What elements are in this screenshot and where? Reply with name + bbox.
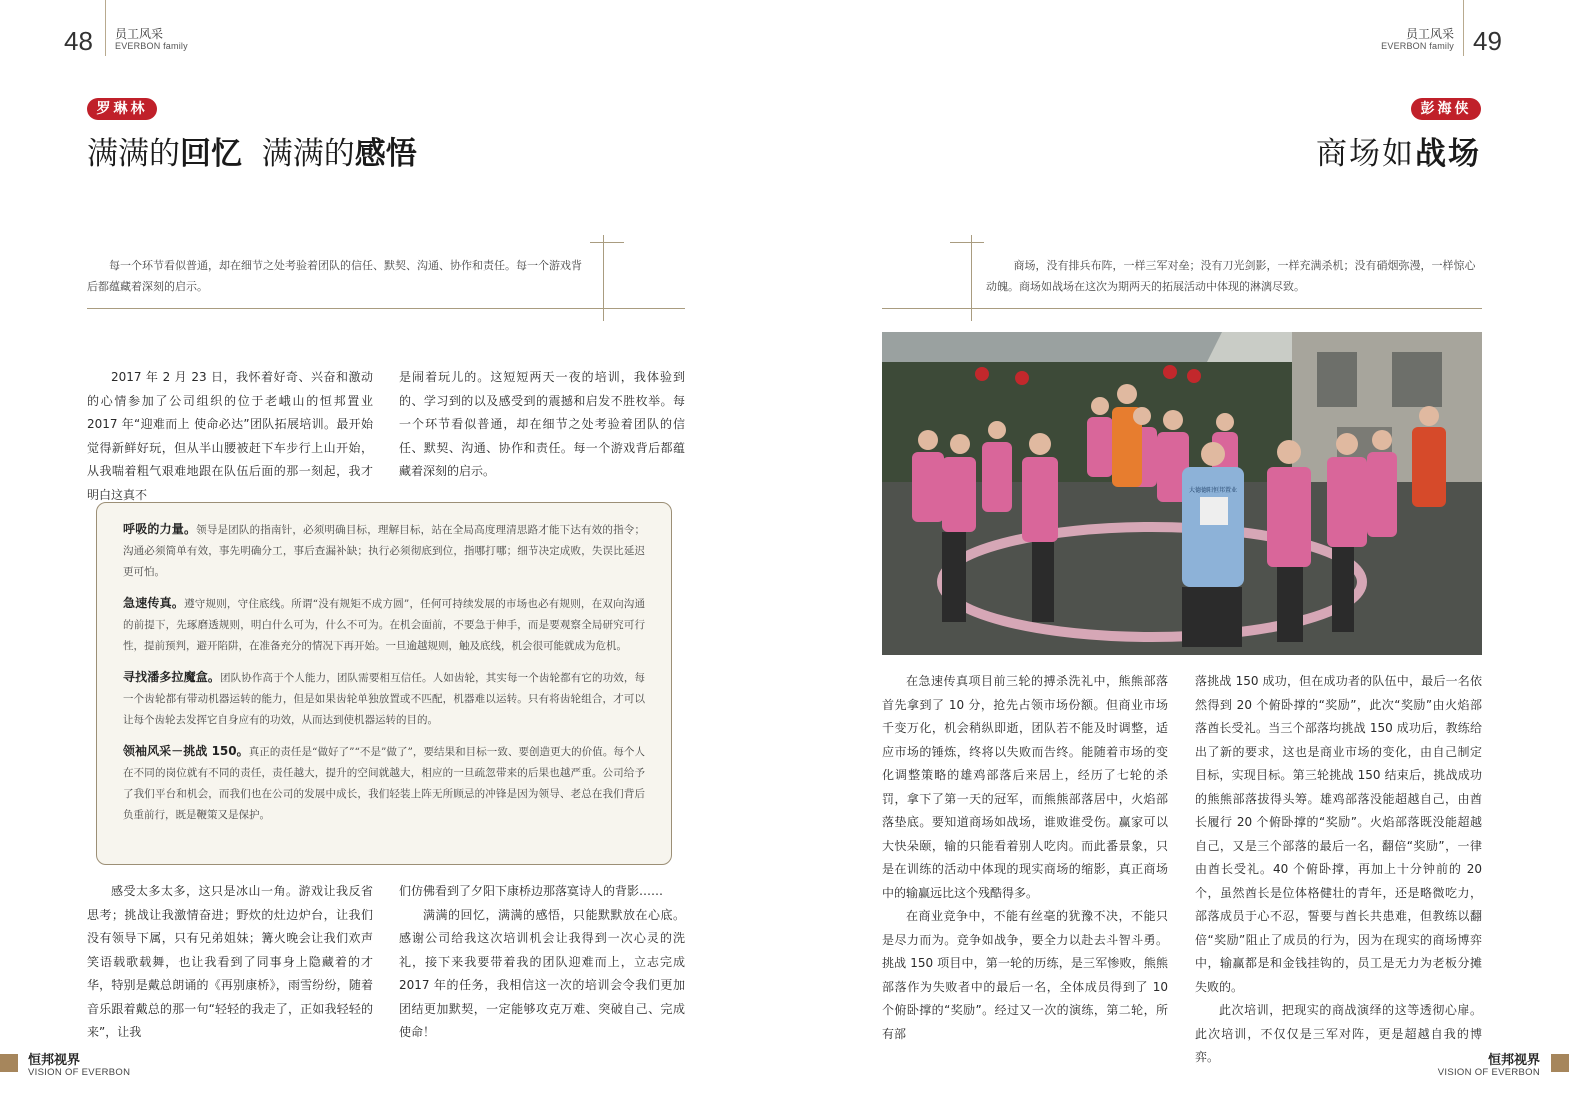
title-part-bold: 感悟 [354,136,417,172]
paragraph: 满满的回忆，满满的感悟，只能默默放在心底。感谢公司给我这次培训机会让我得到一次心灵的洗礼，接下来我要带着我的团队迎难而上，立志完成 2017 年的任务，我相信这一次的培训会令我们更加团结更加默契，一定能够攻克万难、突破自己、完成使命！ [399,907,685,1039]
box-item-text: 真正的责任是“做好了”“不是”做了”，要结果和目标一致、要创造更大的价值。每个人在不同的岗位就有不同的责任，责任越大，提升的空间就越大，相应的一旦疏忽带来的后果也越严重。公司给予了我们平台和机会，而我们也在公司的发展中成长，我们轻装上阵无所顾忌的冲锋是因为领导、老总在我们背后负重前行，既是鞭策又是保护。 [123,746,645,821]
right-footer-square [1551,1054,1569,1072]
box-item-lead: 寻找潘多拉魔盒。 [123,670,221,684]
left-intro-tick [590,242,624,243]
left-col-4 [399,880,685,1045]
right-footer-sub: VISION OF EVERBON [1437,1067,1540,1078]
left-page-number: 48 [64,26,93,56]
box-item-lead: 呼吸的力量。 [123,522,197,536]
box-item-2 [123,593,645,657]
right-intro-rule [882,308,1482,309]
paragraph: 在急速传真项目前三轮的搏杀洗礼中，熊熊部落首先拿到了 10 分，抢先占领市场份额。但商业市场千变万化，机会稍纵即逝，团队若不能及时调整，适应市场的锤炼，终将以失败而告终。能随着市场的变化调整策略的雄鸡部落后来居上，经历了七轮的杀罚，拿下了第一天的冠军，而熊熊部落居中，火焰部落垫底。要知道商场如战场，谁败谁受伤。赢家可以大快朵颐，输的只能看着别人吃肉。而此番景象，只是在训练的活动中体现的现实商场的缩影，真正商场中的输赢远比这个残酷得多。 [882,674,1168,900]
right-article-title [1316,134,1481,174]
photo-vest-print: 大德德阳恒邦置业 [1188,487,1238,494]
right-intro-text: 商场，没有排兵布阵，一样三军对垒；没有刀光剑影，一样充满杀机；没有硝烟弥漫，一样惊心动魄。商场如战场在这次为期两天的拓展活动中体现的淋漓尽致。 [986,259,1476,293]
paragraph: 们仿佛看到了夕阳下康桥边那落寞诗人的背影…… [399,884,664,898]
title-part: 满满的 [87,136,180,172]
left-col-3 [87,880,373,1045]
paragraph: 是闹着玩儿的。这短短两天一夜的培训，我体验到的、学习到的以及感受到的震撼和启发不胜枚举。每一个环节看似普通，却在细节之处考验着团队的信任、默契、沟通、协作和责任。每一个游戏背后都蕴藏着深刻的启示。 [399,370,685,478]
left-footer-square [0,1054,18,1072]
paragraph: 感受太多太多，这只是冰山一角。游戏让我反省思考；挑战让我激情奋进；野炊的灶边炉台，让我们没有领导下属，只有兄弟姐妹；篝火晚会让我们欢声笑语载歌载舞，也让我看到了同事身上隐藏着的才华，特别是戴总朗诵的《再别康桥》，雨雪纷纷，随着音乐跟着戴总的那一句“轻轻的我走了，正如我轻轻的来”，让我 [87,884,373,1039]
left-intro-text: 每一个环节看似普通，却在细节之处考验着团队的信任、默契、沟通、协作和责任。每一个游戏背后都蕴藏着深刻的启示。 [87,259,582,293]
game-summary-box [96,502,672,865]
right-col-2 [1195,670,1482,1070]
left-col-2 [399,366,685,484]
paragraph: 2017 年 2 月 23 日，我怀着好奇、兴奋和激动的心情参加了公司组织的位于老峨山的恒邦置业 2017 年“迎难而上 使命必达”团队拓展培训。最开始觉得新鲜好玩，但从半山腰被赶下车步行上山开始，从我喘着粗气艰难地跟在队伍后面的那一刻起，我才明白这真不 [87,370,373,502]
left-intro-rule [87,308,685,309]
right-intro-tick [950,242,984,243]
right-page-number: 49 [1473,26,1502,56]
box-item-lead: 领袖风采－挑战 150。 [123,744,249,758]
left-article-title [87,134,417,174]
left-author-badge: 罗琳林 [87,98,157,120]
team-training-photo-illustration [882,332,1482,655]
box-item-lead: 急速传真。 [123,596,185,610]
left-header-sub: EVERBON family [115,41,188,51]
title-part-bold: 回忆 [180,136,242,172]
title-part: 商场如 [1316,136,1415,172]
paragraph: 在商业竞争中，不能有丝毫的犹豫不决，不能只是尽力而为。竞争如战争，要全力以赴去斗智斗勇。挑战 150 项目中，第一轮的历练，是三军惨败，熊熊部落作为失败者中的最后一名，全体成员得到了 10 个俯卧撑的“奖励”。经过又一次的演练，第二轮，所有部 [882,909,1168,1041]
left-footer-sub: VISION OF EVERBON [28,1067,131,1078]
box-item-text: 领导是团队的指南针，必须明确目标，理解目标，站在全局高度理清思路才能下达有效的指令；沟通必须简单有效，事先明确分工，事后查漏补缺；执行必须彻底到位，指哪打哪；细节决定成败，失误比延迟更可怕。 [123,524,645,578]
paragraph: 此次培训，把现实的商战演绎的这等透彻心扉。此次培训，不仅仅是三军对阵，更是超越自我的博弈。 [1195,1003,1482,1064]
right-col-1 [882,670,1168,1046]
paragraph: 落挑战 150 成功，但在成功者的队伍中，最后一名依然得到 20 个俯卧撑的“奖励”，此次“奖励”由火焰部落酋长受礼。当三个部落均挑战 150 成功后，教练给出了新的要求，这也是商业市场的变化，由自己制定目标，实现目标。第三轮挑战 150 结束后，挑战成功的熊熊部落拔得头筹。雄鸡部落没能超越自己，由酋长履行 20 个俯卧撑的“奖励”。火焰部落既没能超越自己，又是三个部落的最后一名，翻倍“奖励”，一律由酋长受礼。40 个俯卧撑，再加上十分钟前的 20 个，虽然酋长是位体格健壮的青年，还是略微吃力，部落成员于心不忍，誓要与酋长共患难，但教练以翻倍“奖励”阻止了成员的行为，因为在现实的商场博弈中，输赢都是和金钱挂钩的，员工是无力为老板分摊失败的。 [1195,674,1482,994]
box-item-1 [123,519,645,583]
left-header-section: 员工风采 [115,27,164,41]
left-header-divider [105,0,106,56]
left-footer-title: 恒邦视界 [28,1053,81,1068]
right-footer-title: 恒邦视界 [1487,1053,1540,1068]
title-part: 满满的 [242,136,355,172]
right-header-divider [1463,0,1464,56]
right-author-badge: 彭海侠 [1411,98,1481,120]
box-item-text: 遵守规则，守住底线。所谓“没有规矩不成方圆”，任何可持续发展的市场也必有规则，在双向沟通的前提下，先琢磨透规则，明白什么可为，什么不可为。在机会面前，不要急于伸手，而是要观察全局研究可行性，提前预判，避开陷阱，在准备充分的情况下再开始。一旦逾越规则，触及底线，机会很可能就成为危机。 [123,598,645,652]
box-item-3 [123,667,645,731]
right-header-sub: EVERBON family [1381,41,1454,51]
box-item-text: 团队协作高于个人能力，团队需要相互信任。人如齿轮，其实每一个齿轮都有它的功效，每一个齿轮都有带动机器运转的能力，但是如果齿轮单独放置或不匹配，机器难以运转。只有将齿轮组合，才可以让每个齿轮去发挥它自身应有的功效，从而达到使机器运转的目的。 [123,672,645,726]
left-col-1 [87,366,373,507]
team-training-photo [882,332,1482,655]
title-part-bold: 战场 [1415,136,1481,172]
box-item-4 [123,741,645,826]
right-header-section: 员工风采 [1405,27,1454,41]
